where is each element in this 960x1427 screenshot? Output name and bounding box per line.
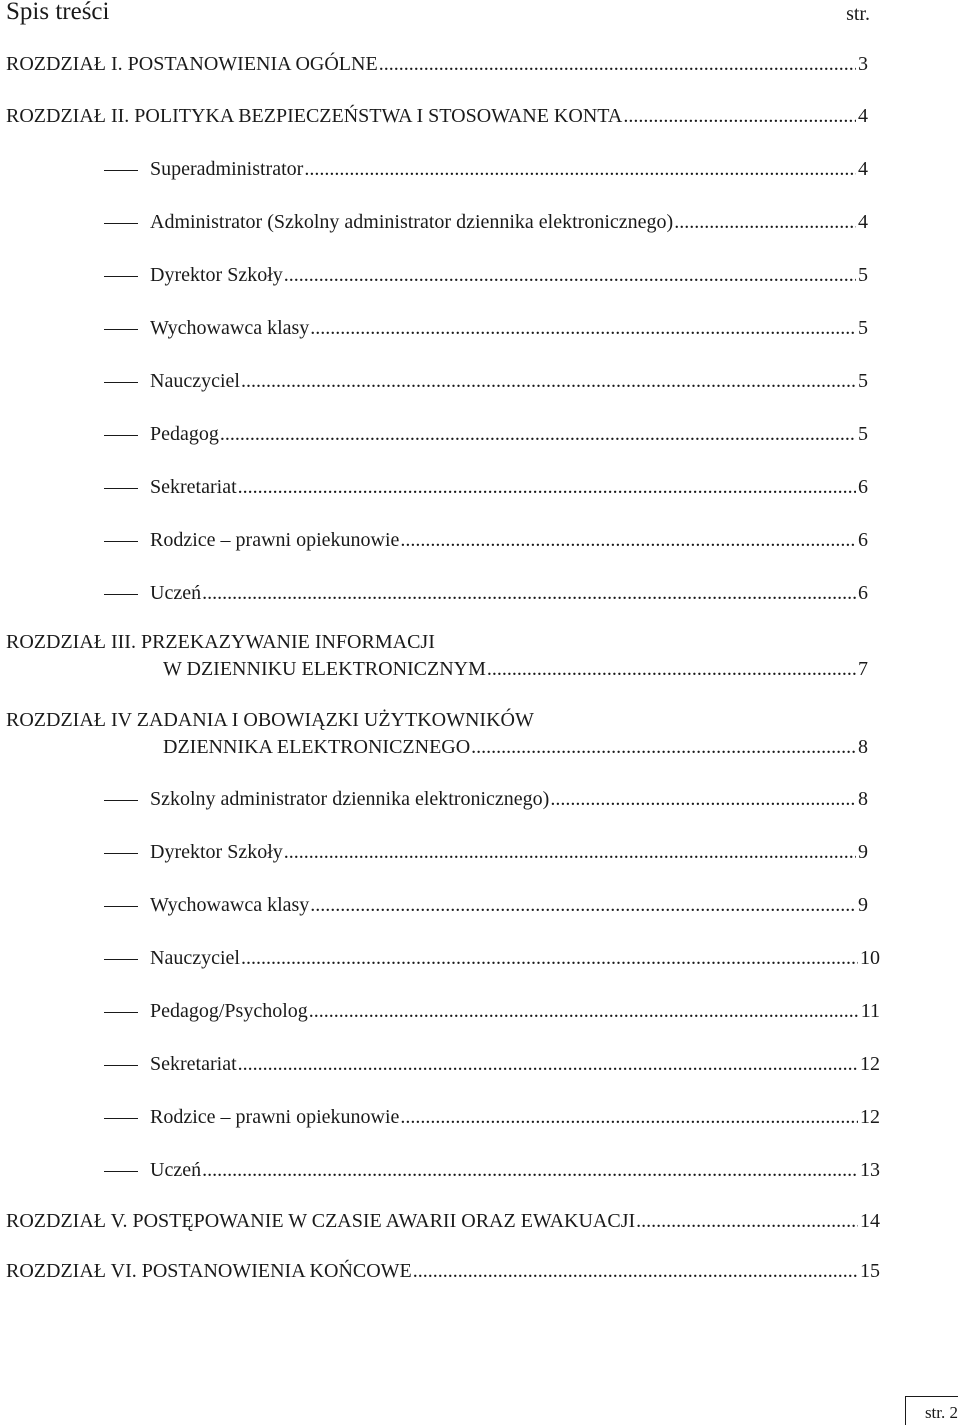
dash-bullet xyxy=(104,276,138,277)
toc-subentry-page: 13 xyxy=(860,1159,880,1181)
toc-entry-page: 7 xyxy=(858,658,868,680)
dash-bullet xyxy=(104,435,138,436)
toc-entry-page: 3 xyxy=(858,53,868,75)
toc-subentry-label: Superadministrator xyxy=(150,158,304,180)
toc-subentry-label: Dyrektor Szkoły xyxy=(150,264,283,286)
toc-subentry[interactable] xyxy=(150,528,868,552)
toc-subentry[interactable] xyxy=(150,369,868,393)
toc-subentry-page: 12 xyxy=(860,1053,880,1075)
toc-subentry-page: 10 xyxy=(860,947,880,969)
leader-dots xyxy=(400,1105,858,1129)
leader-dots xyxy=(238,1052,858,1076)
toc-subentry-label: Administrator (Szkolny administrator dziennika elektronicznego) xyxy=(150,211,674,233)
leader-dots xyxy=(310,316,856,340)
toc-entry-chapter-5[interactable] xyxy=(6,1209,880,1233)
toc-entry-label: DZIENNIKA ELEKTRONICZNEGO xyxy=(163,736,471,758)
dash-bullet xyxy=(104,906,138,907)
toc-entry-page: 14 xyxy=(860,1210,880,1232)
dash-bullet xyxy=(104,541,138,542)
toc-subentry[interactable] xyxy=(150,475,868,499)
toc-entry-chapter-3-line1[interactable]: ROZDZIAŁ III. PRZEKAZYWANIE INFORMACJI xyxy=(6,631,435,653)
toc-entry-label: ROZDZIAŁ I. POSTANOWIENIA OGÓLNE xyxy=(6,53,378,75)
leader-dots xyxy=(304,157,856,181)
leader-dots xyxy=(487,657,856,681)
toc-subentry-label: Nauczyciel xyxy=(150,370,240,392)
toc-subentry-page: 12 xyxy=(860,1106,880,1128)
dash-bullet xyxy=(104,959,138,960)
toc-entry-chapter-6[interactable] xyxy=(6,1259,880,1283)
dash-bullet xyxy=(104,1118,138,1119)
toc-subentry-label: Szkolny administrator dziennika elektronicznego) xyxy=(150,788,550,810)
toc-subentry-label: Sekretariat xyxy=(150,1053,237,1075)
dash-bullet xyxy=(104,1012,138,1013)
leader-dots xyxy=(674,210,856,234)
toc-subentry-page: 5 xyxy=(858,264,868,286)
leader-dots xyxy=(550,787,856,811)
leader-dots xyxy=(238,475,856,499)
leader-dots xyxy=(284,263,856,287)
toc-subentry-page: 5 xyxy=(858,423,868,445)
dash-bullet xyxy=(104,223,138,224)
toc-subentry-page: 5 xyxy=(858,370,868,392)
toc-subentry-page: 8 xyxy=(858,788,868,810)
dash-bullet xyxy=(104,170,138,171)
dash-bullet xyxy=(104,382,138,383)
leader-dots xyxy=(379,52,856,76)
toc-entry-label: ROZDZIAŁ VI. POSTANOWIENIA KOŃCOWE xyxy=(6,1260,412,1282)
dash-bullet xyxy=(104,853,138,854)
leader-dots xyxy=(202,1158,858,1182)
toc-subentry-label: Rodzice – prawni opiekunowie xyxy=(150,529,400,551)
leader-dots xyxy=(284,840,856,864)
toc-subentry[interactable] xyxy=(150,157,868,181)
toc-entry-label: W DZIENNIKU ELEKTRONICZNYM xyxy=(163,658,486,680)
toc-subentry-page: 6 xyxy=(858,529,868,551)
toc-subentry[interactable] xyxy=(150,1158,880,1182)
toc-entry-label: ROZDZIAŁ II. POLITYKA BEZPIECZEŃSTWA I STOSOWANE KONTA xyxy=(6,105,623,127)
toc-entry-label: ROZDZIAŁ V. POSTĘPOWANIE W CZASIE AWARII ORAZ EWAKUACJI xyxy=(6,1210,636,1232)
leader-dots xyxy=(309,999,859,1023)
toc-entry-chapter-3[interactable] xyxy=(163,657,868,681)
toc-subentry-label: Wychowawca klasy xyxy=(150,317,310,339)
leader-dots xyxy=(241,946,858,970)
leader-dots xyxy=(202,581,856,605)
toc-subentry[interactable] xyxy=(150,1052,880,1076)
dash-bullet xyxy=(104,329,138,330)
page-column-label: str. xyxy=(846,3,870,25)
toc-subentry-page: 4 xyxy=(858,158,868,180)
toc-subentry-label: Uczeń xyxy=(150,582,202,604)
toc-entry-chapter-4-line1[interactable]: ROZDZIAŁ IV ZADANIA I OBOWIĄZKI UŻYTKOWNIKÓW xyxy=(6,709,534,731)
toc-entry-chapter-2[interactable] xyxy=(6,104,868,128)
toc-subentry-page: 9 xyxy=(858,841,868,863)
toc-subentry-page: 6 xyxy=(858,582,868,604)
leader-dots xyxy=(220,422,856,446)
leader-dots xyxy=(400,528,856,552)
toc-subentry[interactable] xyxy=(150,581,868,605)
toc-subentry[interactable] xyxy=(150,1105,880,1129)
leader-dots xyxy=(636,1209,858,1233)
toc-subentry-label: Dyrektor Szkoły xyxy=(150,841,283,863)
toc-subentry[interactable] xyxy=(150,210,868,234)
dash-bullet xyxy=(104,800,138,801)
toc-subentry[interactable] xyxy=(150,316,868,340)
toc-subentry-page: 4 xyxy=(858,211,868,233)
toc-subentry[interactable] xyxy=(150,999,880,1023)
toc-entry-chapter-1[interactable] xyxy=(6,52,868,76)
toc-subentry[interactable] xyxy=(150,787,868,811)
toc-subentry-page: 11 xyxy=(860,1000,880,1022)
toc-subentry[interactable] xyxy=(150,422,868,446)
toc-title: Spis treści xyxy=(6,0,110,25)
leader-dots xyxy=(623,104,856,128)
toc-subentry-label: Rodzice – prawni opiekunowie xyxy=(150,1106,400,1128)
toc-subentry-page: 5 xyxy=(858,317,868,339)
toc-subentry[interactable] xyxy=(150,893,868,917)
leader-dots xyxy=(471,735,856,759)
toc-subentry-page: 9 xyxy=(858,894,868,916)
dash-bullet xyxy=(104,488,138,489)
toc-entry-page: 4 xyxy=(858,105,868,127)
toc-entry-page: 15 xyxy=(860,1260,880,1282)
toc-subentry-label: Uczeń xyxy=(150,1159,202,1181)
toc-subentry[interactable] xyxy=(150,840,868,864)
dash-bullet xyxy=(104,1171,138,1172)
toc-subentry-label: Pedagog xyxy=(150,423,219,445)
leader-dots xyxy=(310,893,856,917)
toc-subentry[interactable] xyxy=(150,263,868,287)
toc-entry-page: 8 xyxy=(858,736,868,758)
toc-subentry-page: 6 xyxy=(858,476,868,498)
dash-bullet xyxy=(104,1065,138,1066)
dash-bullet xyxy=(104,594,138,595)
toc-subentry-label: Sekretariat xyxy=(150,476,237,498)
page-footer xyxy=(905,1396,958,1425)
page-number: str. 2 xyxy=(924,1403,958,1422)
toc-subentry-label: Pedagog/Psycholog xyxy=(150,1000,308,1022)
toc-entry-chapter-4[interactable] xyxy=(163,735,868,759)
toc-subentry[interactable] xyxy=(150,946,880,970)
toc-header xyxy=(6,0,870,30)
toc-subentry-label: Nauczyciel xyxy=(150,947,240,969)
toc-subentry-label: Wychowawca klasy xyxy=(150,894,310,916)
leader-dots xyxy=(413,1259,858,1283)
leader-dots xyxy=(241,369,856,393)
